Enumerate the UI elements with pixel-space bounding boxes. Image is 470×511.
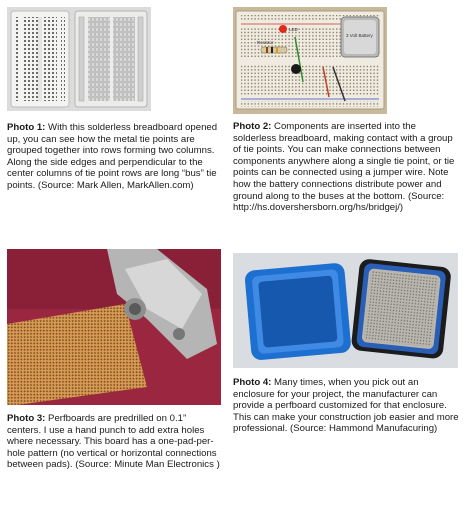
board-label-battery: 3 Volt Battery bbox=[346, 33, 373, 38]
photo-4-caption bbox=[233, 377, 461, 435]
photo-3-caption bbox=[7, 413, 222, 471]
breadboard-circuit-illustration bbox=[233, 7, 387, 114]
photo-4-caption-text: Many times, when you pick out an enclosure for your project, the manufacturer can provide a perfboard customized for that enclosure. This can make your construction job easier and more professional. (Source: Hammond Manufacuring) bbox=[233, 377, 459, 435]
photo-1-caption-text: With this solderless breadboard opened up, you can see how the metal tie points are grouped together into rows forming two columns. Along the side edges and perpendicular to the center columns of tie point rows are long “bus” tie points. (Source: Mark Allen, MarkAllen.com) bbox=[7, 122, 218, 191]
board-label-led: LED bbox=[289, 27, 298, 32]
photo-3-perfboard-image bbox=[7, 249, 221, 405]
board-label-resistor: Resistor bbox=[257, 40, 274, 45]
photo-2-caption bbox=[233, 121, 461, 214]
photo-2-caption-text: Components are inserted into the solderless breadboard, making contact with a group of tie points. You can make connections between components anywhere along a single tie point, or tie points can be connected using a jumper wire. Note how the battery connections distribute power and ground along to the buses at the bottom. (Source: http://hs.dovershersborn.org/hs/bridgej/) bbox=[233, 121, 455, 214]
photo-3-label: Photo 3: bbox=[7, 413, 46, 424]
photo-3-caption-text: Perfboards are predrilled on 0.1” centers. I use a hand punch to add extra holes where necessary. This board has a one-pad-per-hole pattern (no vertical or horizontal connections between pads). (Source: Minute Man Electronics ) bbox=[7, 413, 220, 471]
photo-1-breadboard-image bbox=[7, 7, 151, 111]
photo-4-label: Photo 4: bbox=[233, 377, 272, 388]
photo-2-breadboard-circuit-image bbox=[233, 7, 387, 114]
photo-1-label: Photo 1: bbox=[7, 122, 46, 133]
perfboard-punch-illustration bbox=[7, 249, 221, 405]
photo-1-caption bbox=[7, 122, 222, 192]
photo-2-label: Photo 2: bbox=[233, 121, 272, 132]
breadboard-open-illustration bbox=[7, 7, 151, 111]
enclosure-perfboard-illustration bbox=[233, 253, 458, 368]
photo-4-enclosure-image bbox=[233, 253, 458, 368]
